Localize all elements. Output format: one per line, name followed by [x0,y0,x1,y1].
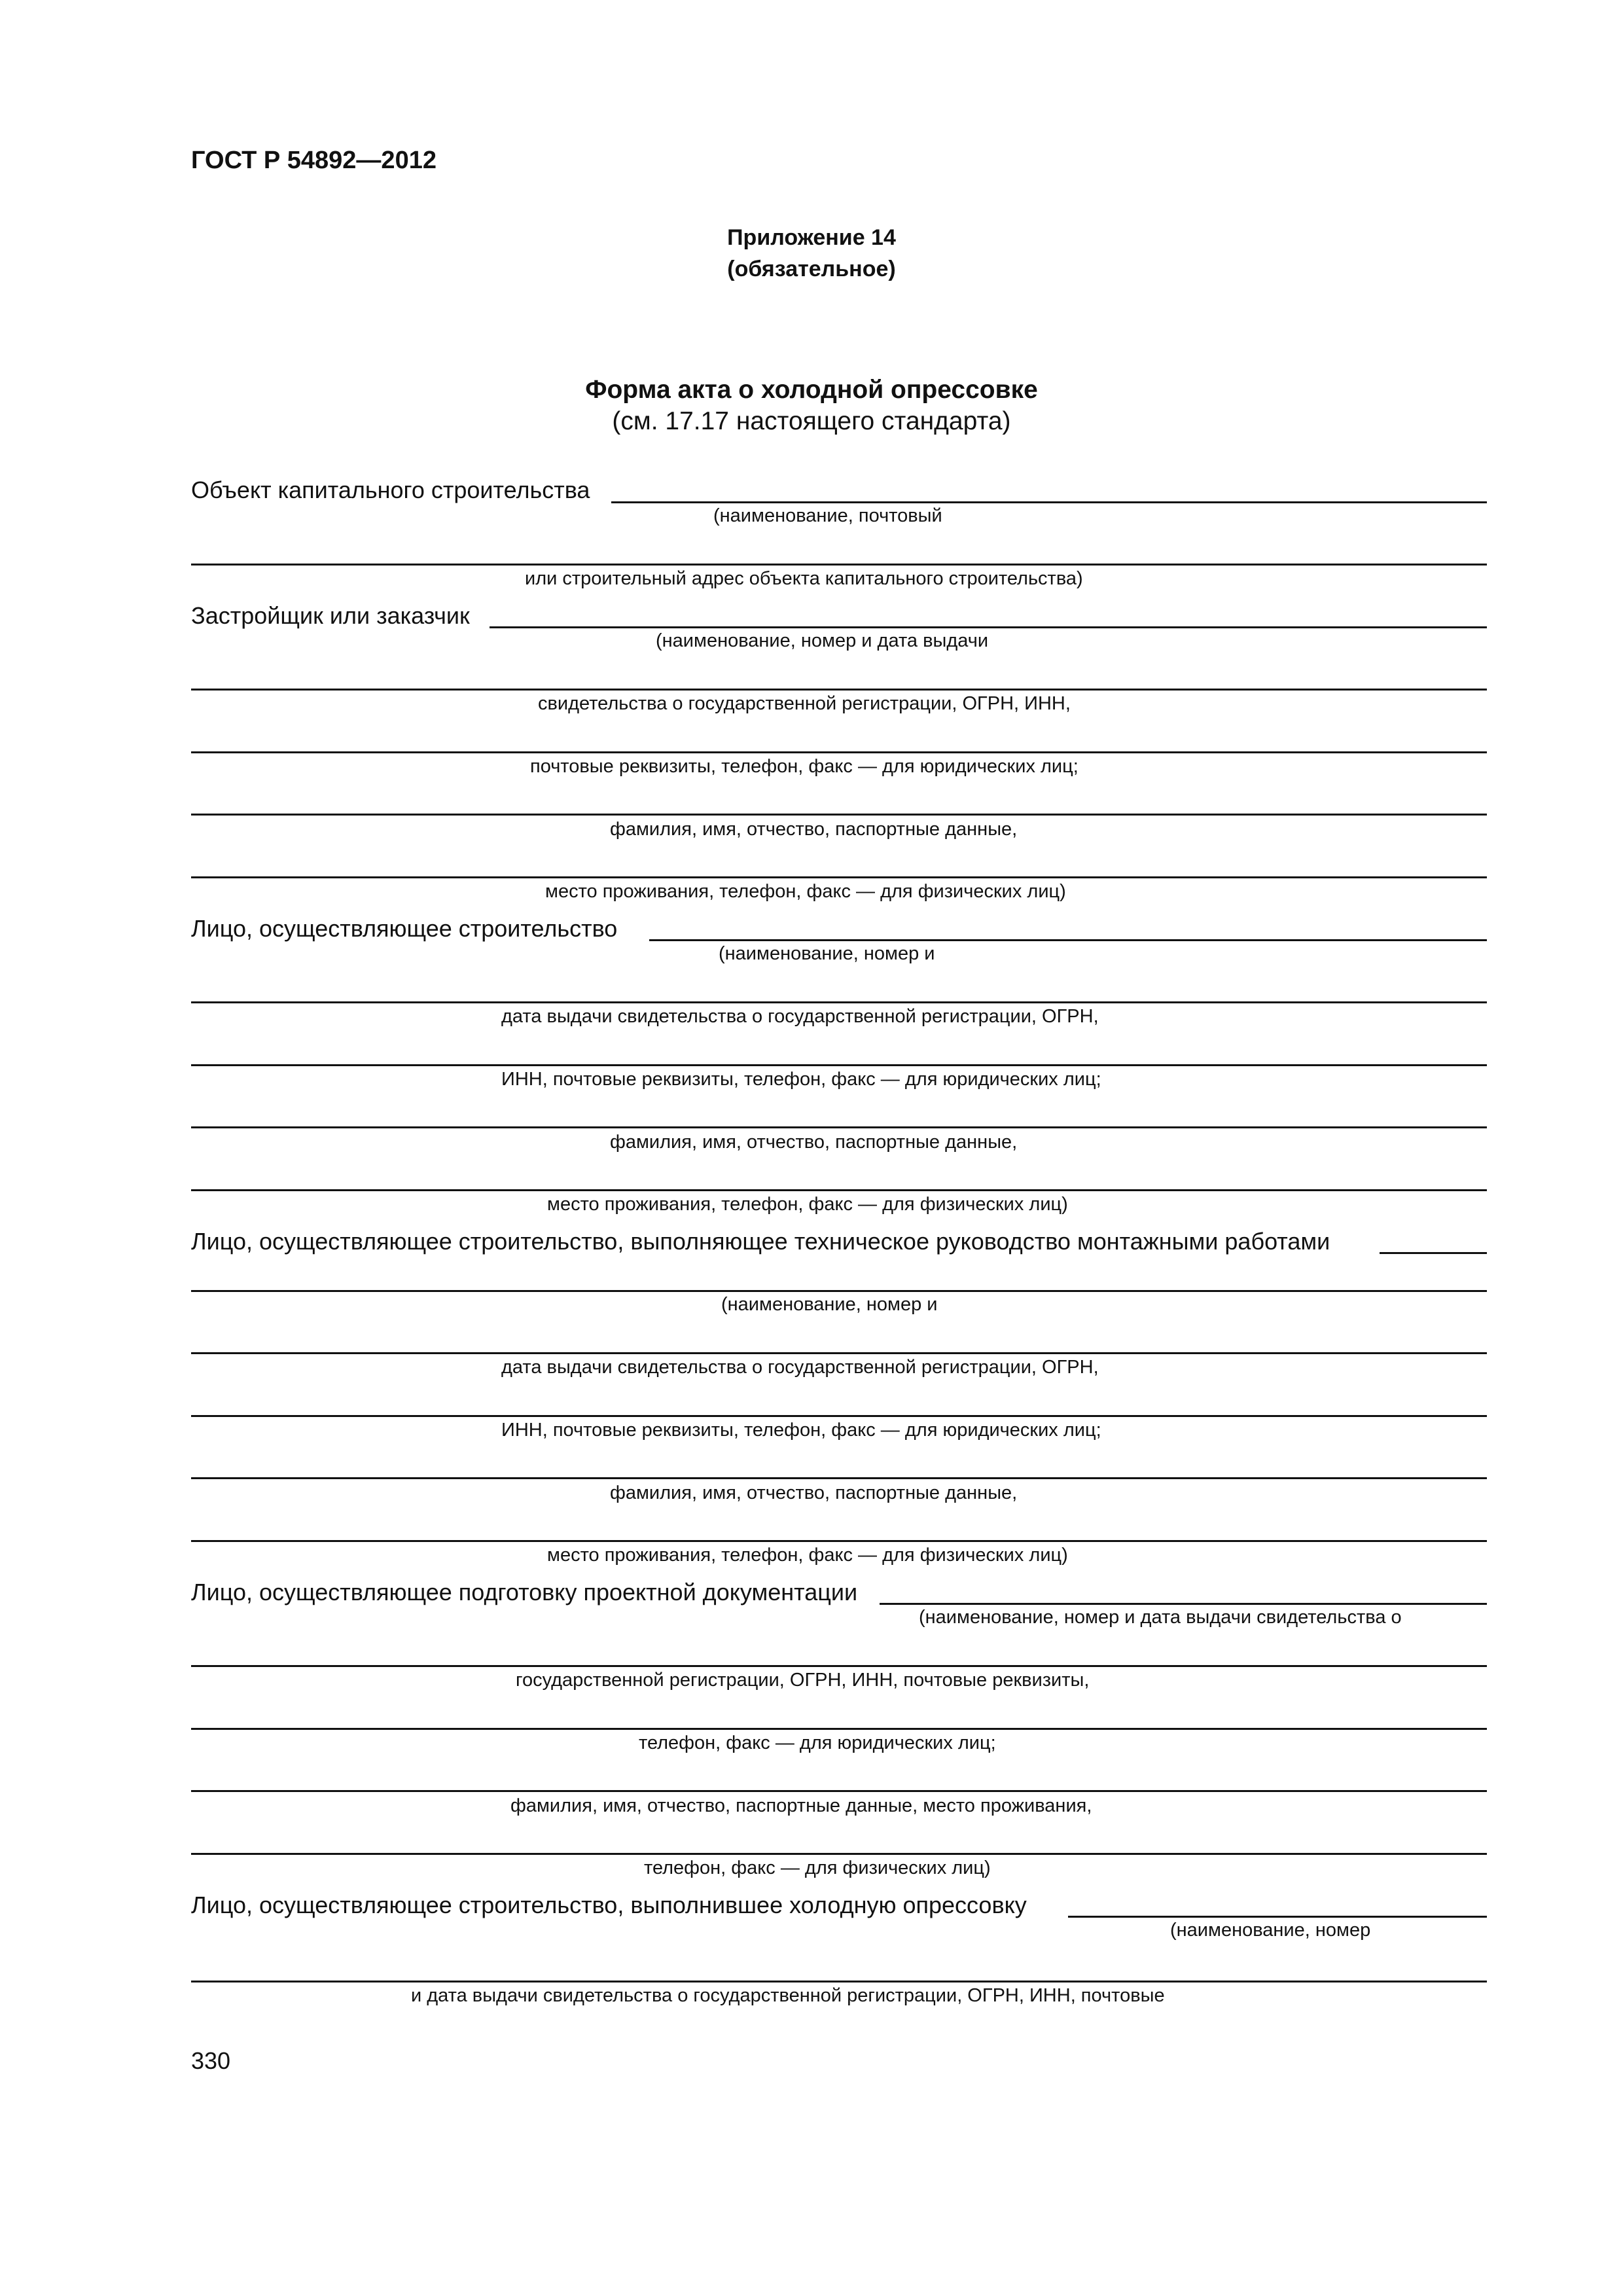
builder-input-line[interactable] [649,939,1487,941]
designer-input-line[interactable] [191,1853,1487,1855]
builder-note: место проживания, телефон, факс — для физических лиц) [547,1194,1068,1215]
supervisor-note: место проживания, телефон, факс — для физических лиц) [547,1545,1068,1566]
builder-note: (наименование, номер и [719,943,935,964]
designer-note: телефон, факс — для физических лиц) [644,1857,991,1878]
developer-input-line[interactable] [490,626,1487,628]
developer-note: свидетельства о государственной регистрации, ОГРН, ИНН, [538,693,1071,714]
builder-note: фамилия, имя, отчество, паспортные данные, [610,1132,1018,1153]
designer-note: телефон, факс — для юридических лиц; [639,1732,996,1753]
object-note: или строительный адрес объекта капитального строительства) [525,568,1083,589]
tester-input-line[interactable] [1068,1916,1487,1918]
appendix-number: Приложение 14 [727,225,896,250]
appendix-status: (обязательное) [727,257,896,281]
designer-input-line[interactable] [880,1603,1487,1605]
designer-note: государственной регистрации, ОГРН, ИНН, почтовые реквизиты, [516,1670,1090,1691]
supervisor-note: дата выдачи свидетельства о государственной регистрации, ОГРН, [501,1357,1099,1378]
standard-code: ГОСТ Р 54892—2012 [191,147,437,174]
object-input-line[interactable] [611,501,1487,503]
supervisor-input-line[interactable] [191,1290,1487,1292]
builder-input-line[interactable] [191,1126,1487,1128]
supervisor-note: (наименование, номер и [721,1294,938,1315]
developer-input-line[interactable] [191,814,1487,816]
developer-input-line[interactable] [191,751,1487,753]
designer-note: (наименование, номер и дата выдачи свидетельства о [919,1607,1402,1628]
supervisor-note: ИНН, почтовые реквизиты, телефон, факс — для юридических лиц; [501,1420,1101,1441]
designer-input-line[interactable] [191,1728,1487,1730]
tester-input-line[interactable] [191,1981,1487,1982]
developer-note: место проживания, телефон, факс — для физических лиц) [545,881,1066,902]
tester-note: (наименование, номер [1170,1920,1371,1941]
designer-label: Лицо, осуществляющее подготовку проектной документации [191,1579,858,1605]
developer-label: Застройщик или заказчик [191,602,470,629]
supervisor-input-line[interactable] [191,1540,1487,1542]
builder-input-line[interactable] [191,1064,1487,1066]
developer-input-line[interactable] [191,689,1487,691]
supervisor-input-line[interactable] [1380,1252,1487,1254]
developer-note: почтовые реквизиты, телефон, факс — для юридических лиц; [530,756,1079,777]
supervisor-label: Лицо, осуществляющее строительство, выполняющее техническое руководство монтажными работами [191,1228,1330,1255]
supervisor-input-line[interactable] [191,1415,1487,1417]
designer-input-line[interactable] [191,1665,1487,1667]
supervisor-note: фамилия, имя, отчество, паспортные данные, [610,1482,1018,1503]
developer-note: фамилия, имя, отчество, паспортные данные, [610,819,1018,840]
builder-note: ИНН, почтовые реквизиты, телефон, факс — для юридических лиц; [501,1069,1101,1090]
builder-input-line[interactable] [191,1189,1487,1191]
page-number: 330 [191,2047,231,2074]
designer-input-line[interactable] [191,1790,1487,1792]
tester-label: Лицо, осуществляющее строительство, выполнившее холодную опрессовку [191,1892,1027,1918]
object-input-line[interactable] [191,564,1487,565]
builder-input-line[interactable] [191,1001,1487,1003]
form-title: Форма акта о холодной опрессовке [585,376,1038,404]
tester-note: и дата выдачи свидетельства о государственной регистрации, ОГРН, ИНН, почтовые [411,1985,1165,2006]
developer-input-line[interactable] [191,876,1487,878]
builder-label: Лицо, осуществляющее строительство [191,915,618,942]
object-label: Объект капитального строительства [191,476,590,503]
form-reference: (см. 17.17 настоящего стандарта) [612,407,1011,435]
supervisor-input-line[interactable] [191,1477,1487,1479]
developer-note: (наименование, номер и дата выдачи [656,630,989,651]
designer-note: фамилия, имя, отчество, паспортные данные, место проживания, [510,1795,1092,1816]
builder-note: дата выдачи свидетельства о государственной регистрации, ОГРН, [501,1006,1099,1027]
object-note: (наименование, почтовый [713,505,942,526]
supervisor-input-line[interactable] [191,1352,1487,1354]
